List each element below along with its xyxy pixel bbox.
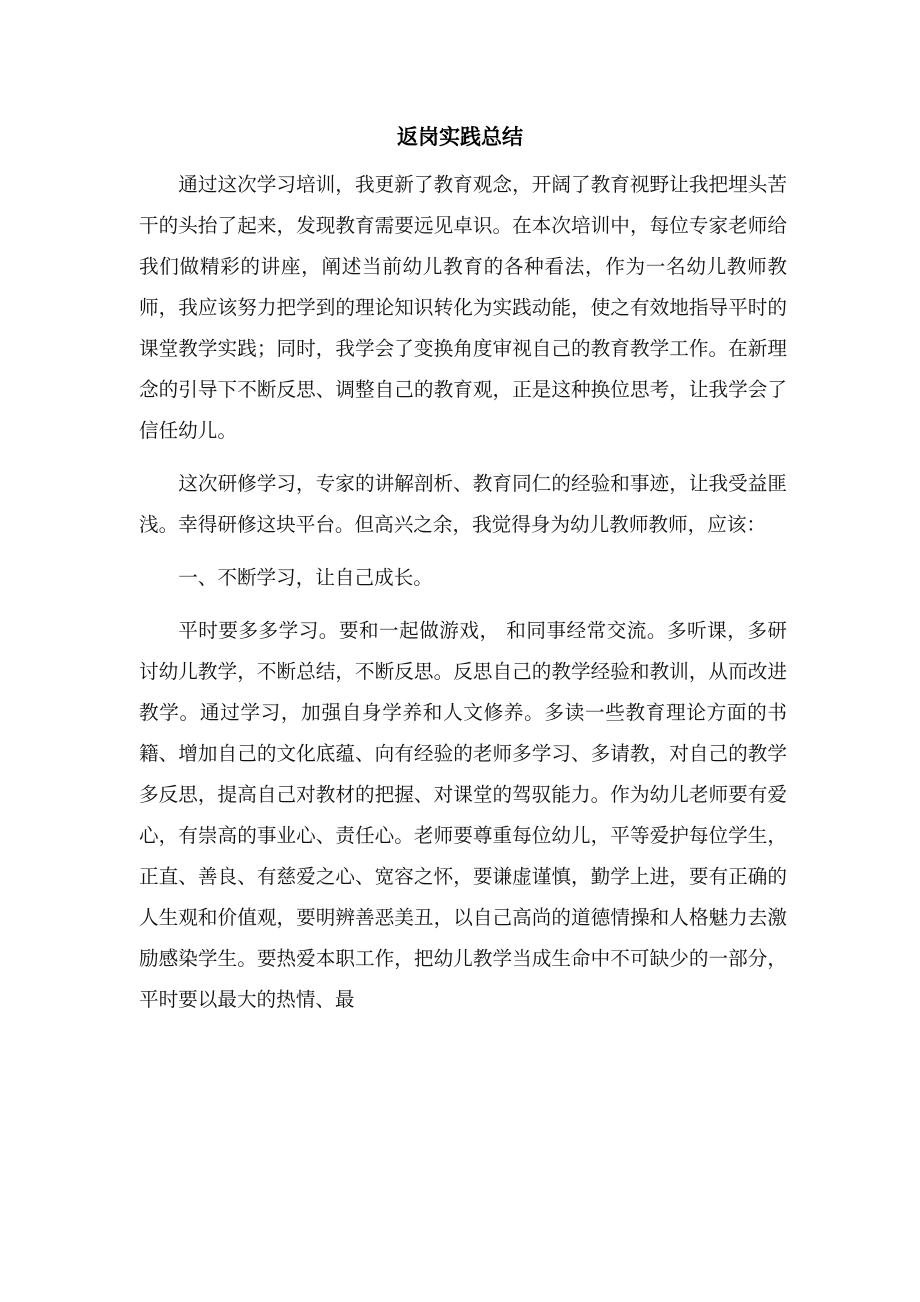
document-title: 返岗实践总结 (397, 125, 523, 149)
paragraph-3-heading: 一、不断学习，让自己成长。 (178, 566, 433, 589)
paragraph-1: 通过这次学习培训，我更新了教育观念，开阔了教育视野让我把埋头苦干的头抬了起来，发现教育需要远见卓识。在本次培训中，每位专家老师给我们做精彩的讲座，阐述当前幼儿教育的各种看法，作为一名幼儿教师教师，我应该努力把学到的理论知识转化为实践动能，使之有效地指导平时的课堂教学实践；同时，我学会了变换角度审视自己的教育教学工作。在新理念的引导下不断反思、调整自己的教育观，正是这种换位思考，让我学会了信任幼儿。 (139, 173, 787, 442)
document-body (139, 164, 787, 1020)
paragraph-4: 平时要多多学习。要和一起做游戏， 和同事经常交流。多听课，多研讨幼儿教学，不断总结，不断反思。反思自己的教学经验和教训，从而改进教学。通过学习，加强自身学养和人文修养。多读一些教育理论方面的书籍、增加自己的文化底蕴、向有经验的老师多学习、多请教，对自己的教学多反思，提高自己对教材的把握、对课堂的驾驭能力。作为幼儿老师要有爱心，有崇高的事业心、责任心。老师要尊重每位幼儿，平等爱护每位学生，正直、善良、有慈爱之心、宽容之怀，要谦虚谨慎，勤学上进，要有正确的人生观和价值观，要明辨善恶美丑，以自己高尚的道德情操和人格魅力去激励感染学生。要热爱本职工作，把幼儿教学当成生命中不可缺少的一部分，平时要以最大的热情、最 (139, 619, 787, 1011)
paragraph-2: 这次研修学习，专家的讲解剖析、教育同仁的经验和事迹，让我受益匪浅。幸得研修这块平台。但高兴之余，我觉得身为幼儿教师教师，应该： (139, 472, 787, 536)
